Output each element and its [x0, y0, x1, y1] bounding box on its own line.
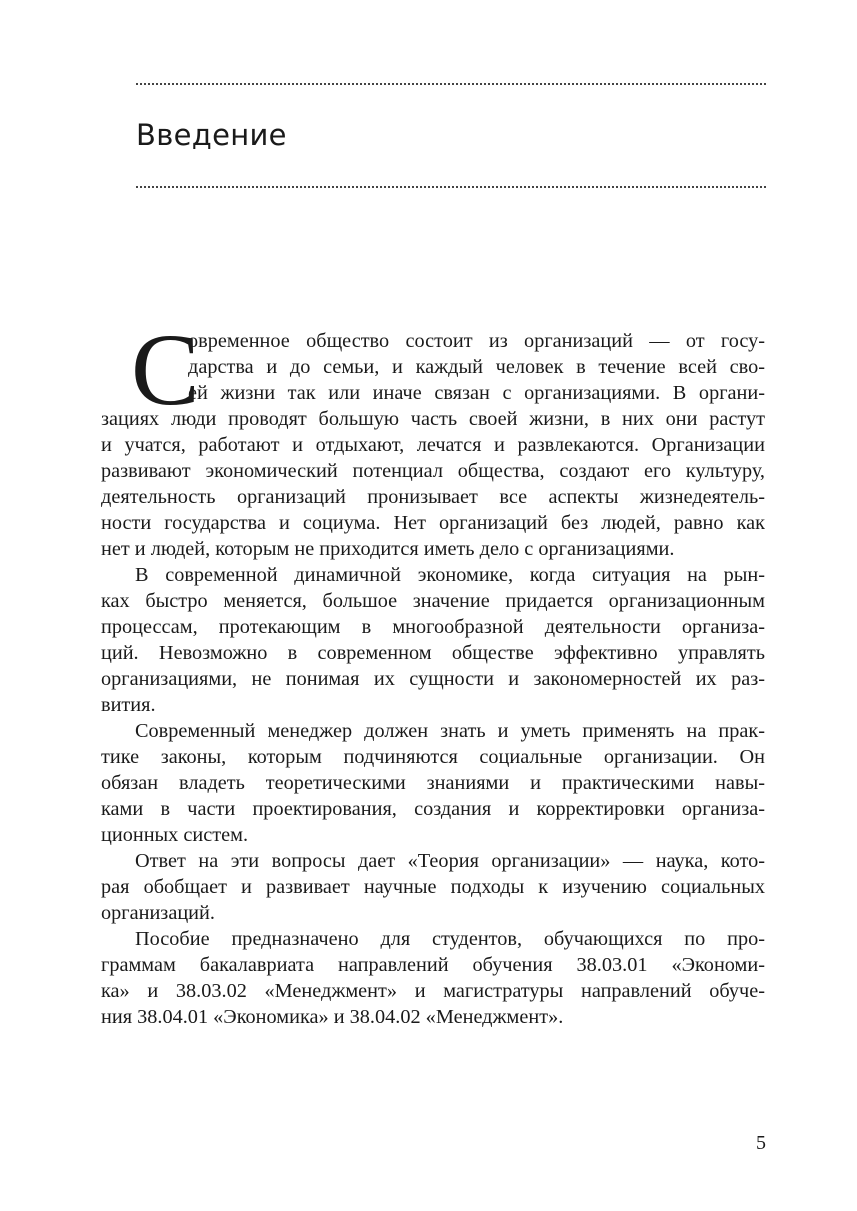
text-line: нет и людей, которым не приходится иметь дело с организациями.: [101, 538, 675, 560]
paragraph-3: [101, 718, 765, 848]
text-line: ках быстро меняется, большое значение придается организационным: [101, 590, 765, 612]
text-line: и учатся, работают и отдыхают, лечатся и развлекаются. Организации: [101, 434, 765, 456]
text-line: овременное общество состоит из организаций — от госу-: [188, 330, 765, 352]
text-line: Ответ на эти вопросы дает «Теория организации» — наука, кото-: [135, 850, 765, 872]
text-line: ками в части проектирования, создания и корректировки организа-: [101, 798, 765, 820]
text-line: Современный менеджер должен знать и уметь применять на прак-: [135, 720, 765, 742]
text-line: процессам, протекающим в многообразной деятельности организа-: [101, 616, 765, 638]
text-line: Пособие предназначено для студентов, обучающихся по про-: [135, 928, 765, 950]
text-line: вития.: [101, 694, 156, 716]
text-line: обязан владеть теоретическими знаниями и практическими навы-: [101, 772, 765, 794]
text-line: организаций.: [101, 902, 215, 924]
text-line: В современной динамичной экономике, когда ситуация на рын-: [135, 564, 765, 586]
drop-cap: С: [131, 313, 200, 427]
chapter-title: Введение: [136, 118, 287, 152]
paragraph-4: [101, 848, 765, 926]
text-line: граммам бакалавриата направлений обучения 38.03.01 «Экономи-: [101, 954, 765, 976]
text-line: ций. Невозможно в современном обществе эффективно управлять: [101, 642, 765, 664]
text-line: развивают экономический потенциал общества, создают его культуру,: [101, 460, 765, 482]
text-line: деятельность организаций пронизывает все аспекты жизнедеятель-: [101, 486, 765, 508]
text-line: организациями, не понимая их сущности и закономерностей их раз-: [101, 668, 765, 690]
paragraph-2: [101, 562, 765, 718]
text-line: ционных систем.: [101, 824, 249, 846]
text-line: тике законы, которым подчиняются социальные организации. Он: [101, 746, 765, 768]
text-line: зациях люди проводят большую часть своей жизни, в них они растут: [101, 408, 765, 430]
text-line: ности государства и социума. Нет организаций без людей, равно как: [101, 512, 765, 534]
page-number: 5: [756, 1132, 766, 1154]
body-text: [101, 313, 765, 1030]
text-line: дарства и до семьи, и каждый человек в течение всей сво-: [188, 356, 765, 378]
text-line: рая обобщает и развивает научные подходы к изучению социальных: [101, 876, 765, 898]
text-line: ей жизни так или иначе связан с организациями. В органи-: [188, 382, 765, 404]
bottom-dotted-rule: [136, 186, 766, 188]
top-dotted-rule: [136, 83, 766, 85]
text-line: ка» и 38.03.02 «Менеджмент» и магистратуры направлений обуче-: [101, 980, 765, 1002]
paragraph-5: [101, 926, 765, 1030]
paragraph-1: [101, 328, 765, 562]
text-line: ния 38.04.01 «Экономика» и 38.04.02 «Менеджмент».: [101, 1006, 564, 1028]
